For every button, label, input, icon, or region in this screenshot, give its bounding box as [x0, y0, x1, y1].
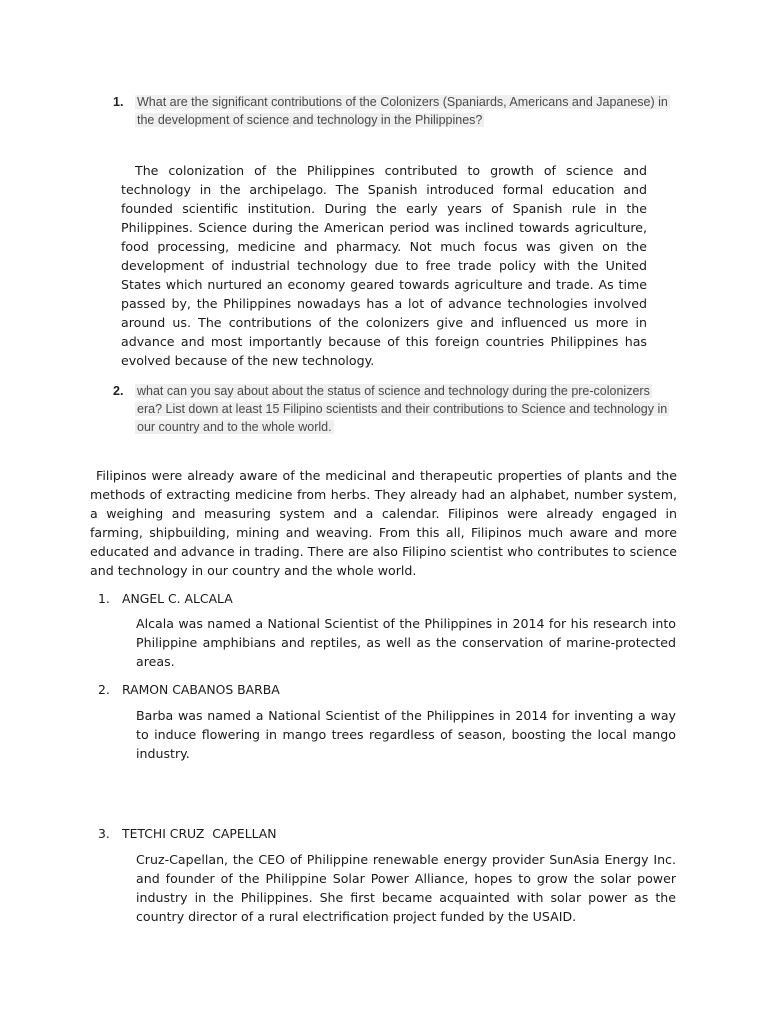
question-2 — [113, 382, 673, 436]
scientist-heading: 1. ANGEL C. ALCALA — [98, 591, 233, 606]
question-number: 2. — [113, 384, 124, 398]
question-number: 1. — [113, 95, 124, 109]
question-1 — [113, 93, 673, 129]
answer-text: Filipinos were already aware of the medicinal and therapeutic properties of plants and the methods of extracting medicine from herbs. They already had an alphabet, number system, a weighing and measuring system and a calendar. Filipinos were already engaged in farming, shipbuilding, mining and weaving. From this all, Filipinos much aware and more educated and advance in trading. There are also Filipino scientist who contributes to science and technology in our country and the whole world. — [90, 468, 677, 578]
scientist-description: Barba was named a National Scientist of the Philippines in 2014 for inventing a way to induce flowering in mango trees regardless of season, boosting the local mango industry. — [136, 708, 676, 761]
scientist-name: TETCHI CRUZ CAPELLAN — [122, 826, 277, 841]
scientist-heading: 3. TETCHI CRUZ CAPELLAN — [98, 826, 277, 841]
scientist-name: RAMON CABANOS BARBA — [122, 682, 280, 697]
scientist-description: Alcala was named a National Scientist of the Philippines in 2014 for his research into Philippine amphibians and reptiles, as well as the conservation of marine-protected areas. — [136, 616, 676, 669]
question-text: what can you say about about the status of science and technology during the pre-colonizers era? List down at least 15 Filipino scientists and their contributions to Science and technology in our country and to the whole world. — [137, 384, 668, 434]
scientist-description: Cruz-Capellan, the CEO of Philippine renewable energy provider SunAsia Energy Inc. and founder of the Philippine Solar Power Alliance, hopes to grow the solar power industry in the Philippines. She first became acquainted with solar power as the country director of a rural electrification project funded by the USAID. — [136, 852, 676, 924]
answer-paragraph-1 — [121, 161, 647, 370]
answer-paragraph-2 — [90, 466, 677, 580]
answer-text: The colonization of the Philippines contributed to growth of science and technology in the archipelago. The Spanish introduced formal education and founded scientific institution. During the early years of Spanish rule in the Philippines. Science during the American period was inclined towards agriculture, food processing, medicine and pharmacy. Not much focus was given on the development of industrial technology due to free trade policy with the United States which nurtured an economy geared towards agriculture and trade. As time passed by, the Philippines nowadays has a lot of advance technologies involved around us. The contributions of the colonizers give and influenced us more in advance and most importantly because of this foreign countries Philippines has evolved because of the new technology. — [121, 163, 647, 368]
scientist-heading: 2. RAMON CABANOS BARBA — [98, 682, 280, 697]
question-text: What are the significant contributions of the Colonizers (Spaniards, Americans and Japanese) in the development of science and technology in the Philippines? — [137, 95, 668, 127]
scientist-name: ANGEL C. ALCALA — [122, 591, 233, 606]
